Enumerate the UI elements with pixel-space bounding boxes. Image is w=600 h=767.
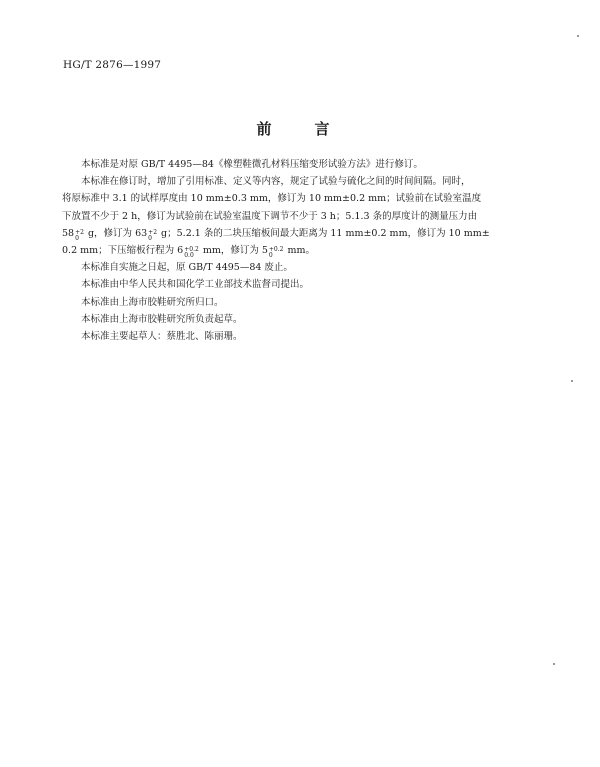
scan-speck (577, 35, 579, 37)
standard-code: HG/T 2876—1997 (63, 59, 162, 71)
paragraph-3: 本标准自实施之日起，原 GB/T 4495—84 废止。 (81, 262, 293, 274)
tolerance (269, 247, 284, 259)
tolerance (148, 230, 157, 242)
paragraph-2-line-3: 下放置不少于 2 h，修订为试验前在试验室温度下调节不少于 3 h；5.1.3 条的厚度计的测量压力由 (62, 210, 478, 222)
scan-speck (553, 663, 555, 665)
paragraph-5: 本标准由上海市胶鞋研究所归口。 (81, 296, 224, 308)
paragraph-2-line-4 (62, 225, 542, 242)
text-segment: g；5.2.1 条的二块压缩板间最大距离为 11 mm±0.2 mm，修订为 10 mm± (158, 227, 490, 239)
tolerance-lower: 0 (148, 234, 152, 242)
tolerance (184, 247, 199, 259)
text-segment: mm，修订为 5 (199, 245, 268, 257)
tolerance-lower: 0 (75, 234, 79, 242)
paragraph-2-line-2: 将原标准中 3.1 的试样厚度由 10 mm±0.3 mm，修订为 10 mm±0.2 mm；试验前在试验室温度 (62, 193, 482, 205)
scan-speck (571, 380, 573, 382)
paragraph-7: 本标准主要起草人：蔡胜北、陈丽珊。 (81, 331, 243, 343)
tolerance-upper: +0.2 (268, 246, 284, 254)
tolerance-lower: 0.0 (184, 252, 194, 260)
page-title: 前 言 (256, 120, 344, 138)
paragraph-6: 本标准由上海市胶鞋研究所负责起草。 (81, 313, 243, 325)
paragraph-1: 本标准是对原 GB/T 4495—84《橡塑鞋微孔材料压缩变形试验方法》进行修订。 (81, 159, 423, 170)
tolerance-upper: +0.2 (184, 246, 199, 254)
paragraph-2-line-5 (62, 242, 542, 259)
text-segment: 58 (62, 227, 75, 239)
text-segment: mm。 (284, 245, 316, 257)
tolerance-upper: +2 (148, 228, 158, 236)
paragraph-2 (62, 173, 542, 259)
tolerance-upper: +2 (75, 228, 84, 236)
paragraph-4: 本标准由中华人民共和国化学工业部技术监督司提出。 (81, 279, 310, 291)
text-segment: g，修订为 63 (84, 227, 148, 239)
paragraph-2-line-1: 本标准在修订时，增加了引用标准、定义等内容，规定了试验与硫化之间的时间间隔。同时， (81, 176, 471, 188)
tolerance-lower: 0 (268, 252, 273, 260)
foreword-body (62, 156, 542, 345)
text-segment: 0.2 mm；下压缩板行程为 6 (62, 245, 184, 257)
tolerance (75, 230, 84, 242)
